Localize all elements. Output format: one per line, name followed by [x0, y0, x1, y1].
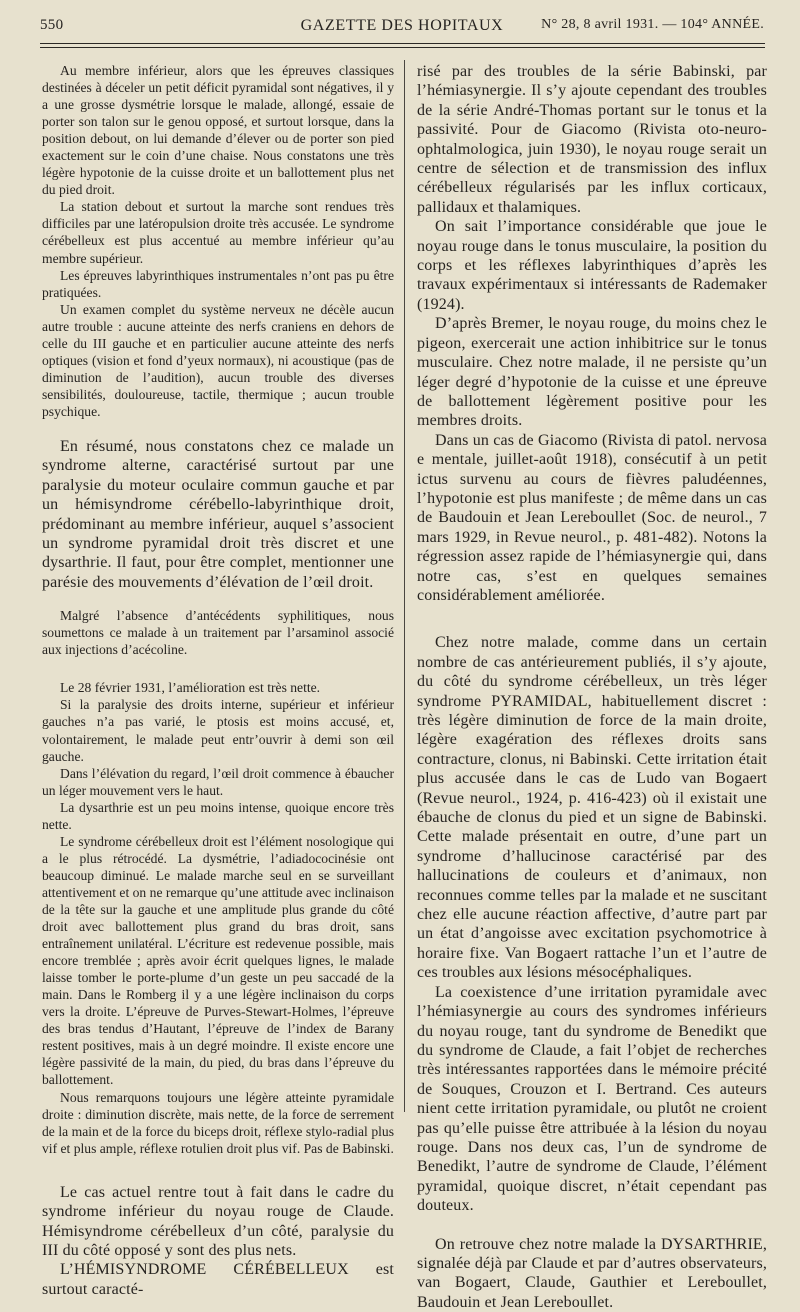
paragraph: Le syndrome cérébelleux droit est l’élément nosologique qui a le plus rétrocédé. La dysmétrie, l’adiadococinésie ont beaucoup diminué. Le malade marche seul en se surveillant attentivement et on ne remarque qu’une attitude avec inclinaison de la tête sur la gauche et une amplitude plus grande du côté droit avec ballottement plus grand du bras droit, sans entraînement unilatéral. L’écriture est redevenue possible, mais encore tremblée ; après avoir écrit quelques lignes, le malade laisse tomber le porte-plume d’un geste un peu saccadé de la main. Dans le Romberg il y a une légère inclinaison du corps vers la droite. L’épreuve de Purves-Stewart-Holmes, l’épreuve des bras tendus d’Hautant, l’épreuve de l’index de Barany restent positives, mais à un degré moindre. Il existe encore une légère passivité de la main, du pied, du bras dans l’épreuve du ballottement.	[42, 833, 394, 1088]
paragraph: Au membre inférieur, alors que les épreuves classiques destinées à déceler un petit déficit pyramidal sont négatives, il y a une grosse dysmétrie lorsque le malade, allongé, essaie de porter son talon sur le genou opposé, et surtout lorsque, dans la position debout, on lui demande d’élever ou de porter son pied exactement sur le coin d’une chaise. Nous constatons une très légère hypotonie de la cuisse droite et un ballottement plus net du pied droit.	[42, 63, 394, 198]
paragraph: L’HÉMISYNDROME CÉRÉBELLEUX est surtout caracté-	[42, 1261, 394, 1298]
paragraph: Un examen complet du système nerveux ne décèle aucun autre trouble : aucune atteinte des nerfs craniens en dehors de celle du III gauche et en particulier aucune atteinte des nerfs optiques (vision et fond d’yeux normaux), ni acoustique (pas de diminution de l’audition), aucun trouble des diverses sensibilités, douloureuse, tactile, thermique ; aucun trouble psychique.	[42, 301, 394, 419]
paragraph: risé par des troubles de la série Babinski, par l’hémiasynergie. Il s’y ajoute cependant des troubles de la série André-Thomas portant sur le tonus et la passivité. Pour de Giacomo (Rivista oto-neuro-ophtalmologica, juin 1930), le noyau rouge serait un centre de sélection et de transmission des influx cérébelleux régularisés par les influx corticaux, pallidaux et thalamiques.	[417, 63, 767, 216]
page-header	[40, 17, 764, 39]
left-column	[42, 62, 394, 1299]
issue-info: N° 28, 8 avril 1931. — 104° ANNÉE.	[541, 17, 764, 32]
header-rule-bottom	[40, 47, 765, 48]
paragraph: Dans l’élévation du regard, l’œil droit commence à ébaucher un léger mouvement vers le haut.	[42, 765, 394, 798]
paragraph: On sait l’importance considérable que joue le noyau rouge dans le tonus musculaire, la position du corps et les réflexes labyrinthiques d’après les travaux expérimentaux si intéressants de Rademaker (1924).	[417, 218, 767, 313]
paragraph: Dans un cas de Giacomo (Rivista di patol. nervosa e mentale, juillet-août 1918), consécutif à un petit ictus survenu au cours de fièvres paludéennes, l’hypotonie est plus manifeste ; de même dans un cas de Baudouin et Jean Lereboullet (Soc. de neurol., 7 mars 1929, in Revue neurol., p. 481-482). Notons la régression assez rapide de l’hémiasynergie qui, dans notre cas, s’est en quelques semaines considérablement améliorée.	[417, 431, 767, 604]
paragraph: Le 28 février 1931, l’amélioration est très nette.	[60, 680, 321, 696]
paragraph: Si la paralysie des droits interne, supérieur et inférieur gauches n’a pas varié, le ptosis est moins accusé, et, volontairement, le malade peut entr’ouvrir à demi son œil gauche.	[42, 697, 394, 764]
paragraph: La dysarthrie est un peu moins intense, quoique encore très nette.	[42, 799, 394, 832]
page-number: 550	[40, 17, 64, 33]
paragraph: D’après Bremer, le noyau rouge, du moins chez le pigeon, exercerait une action inhibitrice sur le tonus musculaire. Chez notre malade, il ne persiste qu’un léger degré d’hypotonie de la cuisse et une épreuve de ballottement légèrement positive pour les membres droits.	[417, 315, 767, 430]
paragraph: Le cas actuel rentre tout à fait dans le cadre du syndrome inférieur du noyau rouge de Claude. Hémisyndrome cérébelleux d’un côté, paralysie du III du côté opposé y sont des plus nets.	[42, 1183, 394, 1259]
paragraph: Nous remarquons toujours une légère atteinte pyramidale droite : diminution discrète, mais nette, de la force de serrement de la main et de la force du biceps droit, réflexe stylo-radial plus vif et plus ample, réflexe rotulien droit plus vif. Pas de Babinski.	[42, 1089, 394, 1156]
paragraph: La coexistence d’une irritation pyramidale avec l’hémiasynergie au cours des syndromes inférieurs du noyau rouge, tant du syndrome de Benedikt que du syndrome de Claude, a fait l’objet de recherches très intéressantes rapportées dans le mémoire précité de Souques, Crouzon et I. Bertrand. Ces auteurs nient cette irritation pyramidale, ou plutôt ne croient pas qu’elle puisse être attribuée à la lésion du noyau rouge. Dans nos deux cas, l’un de syndrome de Benedikt, l’autre de syndrome de Claude, l’élément pyramidal, quoique discret, n’était cependant pas douteux.	[417, 983, 767, 1215]
journal-title: GAZETTE DES HOPITAUX	[300, 17, 504, 34]
column-divider	[404, 60, 405, 1112]
paragraph: Les épreuves labyrinthiques instrumentales n’ont pas pu être pratiquées.	[42, 267, 394, 300]
summary-paragraph: En résumé, nous constatons chez ce malade un syndrome alterne, caractérisé surtout par une paralysie du moteur oculaire commun gauche et par un hémisyndrome cérébello-labyrinthique droit, prédominant au membre inférieur, auquel s’associent un syndrome pyramidal droit très discret et une dysarthrie. Il faut, pour être complet, mentionner une parésie des mouvements d’élévation de l’œil droit.	[42, 437, 394, 591]
header-rule-top	[40, 43, 765, 44]
paragraph: La station debout et surtout la marche sont rendues très difficiles par une latéropulsion droite très accusée. Le syndrome cérébelleux est plus accentué au membre inférieur qu’au membre supérieur.	[42, 199, 394, 266]
paragraph: Malgré l’absence d’antécédents syphilitiques, nous soumettons ce malade à un traitement par l’arsaminol associé aux injections d’acécoline.	[42, 608, 394, 658]
paragraph: On retrouve chez notre malade la DYSARTHRIE, signalée déjà par Claude et par d’autres observateurs, van Bogaert, Claude, Gauthier et Lereboullet, Baudouin et Jean Lereboullet.	[417, 1235, 767, 1311]
paragraph: Chez notre malade, comme dans un certain nombre de cas antérieurement publiés, il s’y ajoute, du côté du syndrome cérébelleux, un très léger syndrome PYRAMIDAL, habituellement discret : très légère diminution de force de la main droite, légère exagération des réflexes droits sans contracture, clonus, ni Babinski. Cette irritation était plus accusée dans le cas de Ludo van Bogaert (Revue neurol., 1924, p. 416-423) où il existait une ébauche de clonus du pied et un signe de Babinski. Cette malade présentait en outre, d’une part un syndrome d’hallucinose caractérisé par des hallucinations de couleurs et d’animaux, non reconnues comme telles par la malade et ne suscitant chez elle aucune réaction affective, d’autre part par un état d’angoisse avec excitation psychomotrice à horaire fixe. Van Bogaert rattache l’un et l’autre de ces troubles aux lésions mésocéphaliques.	[417, 634, 767, 982]
right-column	[417, 62, 767, 1312]
